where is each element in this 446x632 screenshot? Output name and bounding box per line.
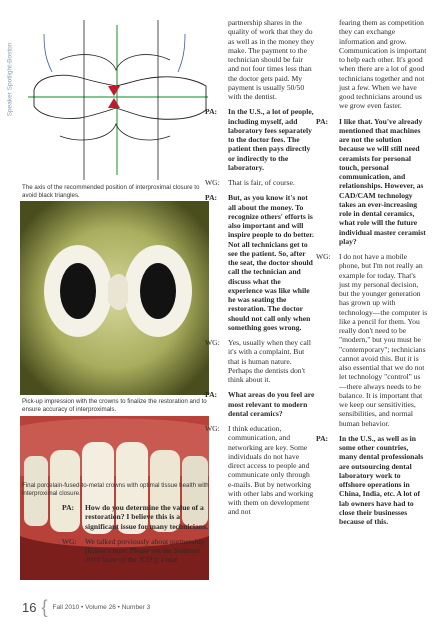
figure-caption-3-visible: Final porcelain-fused-to-metal crowns with optimal tissue health with interproximal closure. xyxy=(22,482,209,497)
speaker-label: PA: xyxy=(316,116,329,126)
tooth-axis-diagram-icon xyxy=(20,20,209,180)
qa-paragraph xyxy=(316,434,428,527)
speaker-label: WG: xyxy=(62,536,77,546)
continuation-text: fearing them as competition they can exchange information and grow. Communication is important to help each other. It's good when there are a lot of good technicians together and not just a few. When we have good technicians around us we grow even faster. xyxy=(339,18,427,111)
right-column xyxy=(316,18,428,532)
qa-paragraph xyxy=(62,503,208,531)
speaker-label: WG: xyxy=(316,252,331,261)
paragraph-text: That is fair, of course. xyxy=(228,178,295,187)
speaker-label: PA: xyxy=(62,503,75,512)
section-tag xyxy=(2,24,12,144)
qa-paragraph xyxy=(316,252,428,428)
section-tag-text: Speaker Spotlight-Boston xyxy=(6,42,14,117)
page-number: 16 xyxy=(22,599,37,615)
impression-photo-icon xyxy=(20,201,209,395)
issue-info: Fall 2010 • Volume 26 • Number 3 xyxy=(52,603,151,611)
qa-paragraph xyxy=(316,117,428,247)
speaker-label: PA: xyxy=(316,433,329,443)
page-footer xyxy=(22,598,150,616)
qa-paragraph xyxy=(205,193,315,332)
speaker-label: WG: xyxy=(205,424,220,433)
paragraph-text: I think education, communication, and networking are key. Some individuals do not have direct access to people and communicate only through e-mails. But by networking with other labs and working with them on development and not xyxy=(228,424,314,517)
qa-paragraph xyxy=(205,178,315,187)
paragraph-text: In the U.S., as well as in some other countries, many dental professionals are outsourcing dental laboratory work to offshore operations in China, India, etc. A lot of lab owners have had to close their businesses because of this. xyxy=(339,433,424,526)
speaker-label: PA: xyxy=(205,193,218,203)
paragraph-text: What areas do you feel are most relevant to modern dental ceramics? xyxy=(228,390,315,418)
paragraph-text: In the U.S., a lot of people, including myself, add laboratory fees separately to the doctor fees. The patient then pays directly or indirectly to the laboratory. xyxy=(228,107,314,172)
figure-caption-2: Pick-up impression with the crowns to finalize the restoration and to ensure accuracy of interproximals. xyxy=(22,398,207,413)
qa-paragraph xyxy=(205,424,315,517)
paragraph-text: How do you determine the value of a restoration? I believe this is a significant issue for many technicians. xyxy=(85,503,208,531)
paragraph-text: I like that. You've already mentioned that machines are not the solution because we will still need ceramists for personal touch, personal communication, and relationships. However, as CAD/CAM technology takes an ever-increasing role in dental ceramics, what role will the future individual master ceramist play? xyxy=(339,116,426,246)
qa-paragraph xyxy=(62,537,208,565)
qa-paragraph xyxy=(205,107,315,172)
continuation-text: partnership shares in the quality of work that they do as well as in the money they make. The payment to the technician should be fair and not four times less than the doctor gets paid. My payment is usually 50/50 with the dentist. xyxy=(228,18,315,101)
paragraph-text: We talked previously about partnership [Editor's note: Please see the Summer 2010 issue of the JCD.]; a real xyxy=(85,536,205,565)
paragraph-text: But, as you know it's not all about the money. To recognize others' efforts is also important and will inspire people to do better. Not all technicians get to see the patient. So, after the seat, the doctor should call the technician and discuss what the experience was like while he was seating the restoration. The doctor should not call only when something goes wrong. xyxy=(228,193,314,332)
paragraph-text: Yes, usually when they call it's with a complaint. But that is human nature. Perhaps the dentists don't think about it. xyxy=(228,338,311,384)
speaker-label: PA: xyxy=(205,107,218,117)
figure-axis-diagram xyxy=(20,20,209,180)
figure-caption-1: The axis of the recommended position of interproximal closure to avoid black triangles. xyxy=(22,184,200,199)
speaker-label: PA: xyxy=(205,390,218,400)
qa-paragraph xyxy=(205,338,315,384)
paragraph-text: I do not have a mobile phone, but I'm not really an example for today. That's just my personal decision, but the younger generation has grown up with technology—the computer is like a pencil for them. You really don't need to be "modern," but you must be "contemporary"; technicians cannot avoid this. But it is also essential that we do not let technology "control" us—there always needs to be balance. It is important that we keep our sensitivities, sensibilities, and normal human behavior. xyxy=(339,252,428,428)
speaker-label: WG: xyxy=(205,178,220,187)
brace-divider-icon: { xyxy=(41,596,48,617)
middle-column xyxy=(205,18,315,523)
figure-impression-photo xyxy=(20,201,209,395)
qa-paragraph xyxy=(205,390,315,418)
left-column xyxy=(62,503,208,571)
speaker-label: WG: xyxy=(205,338,220,347)
